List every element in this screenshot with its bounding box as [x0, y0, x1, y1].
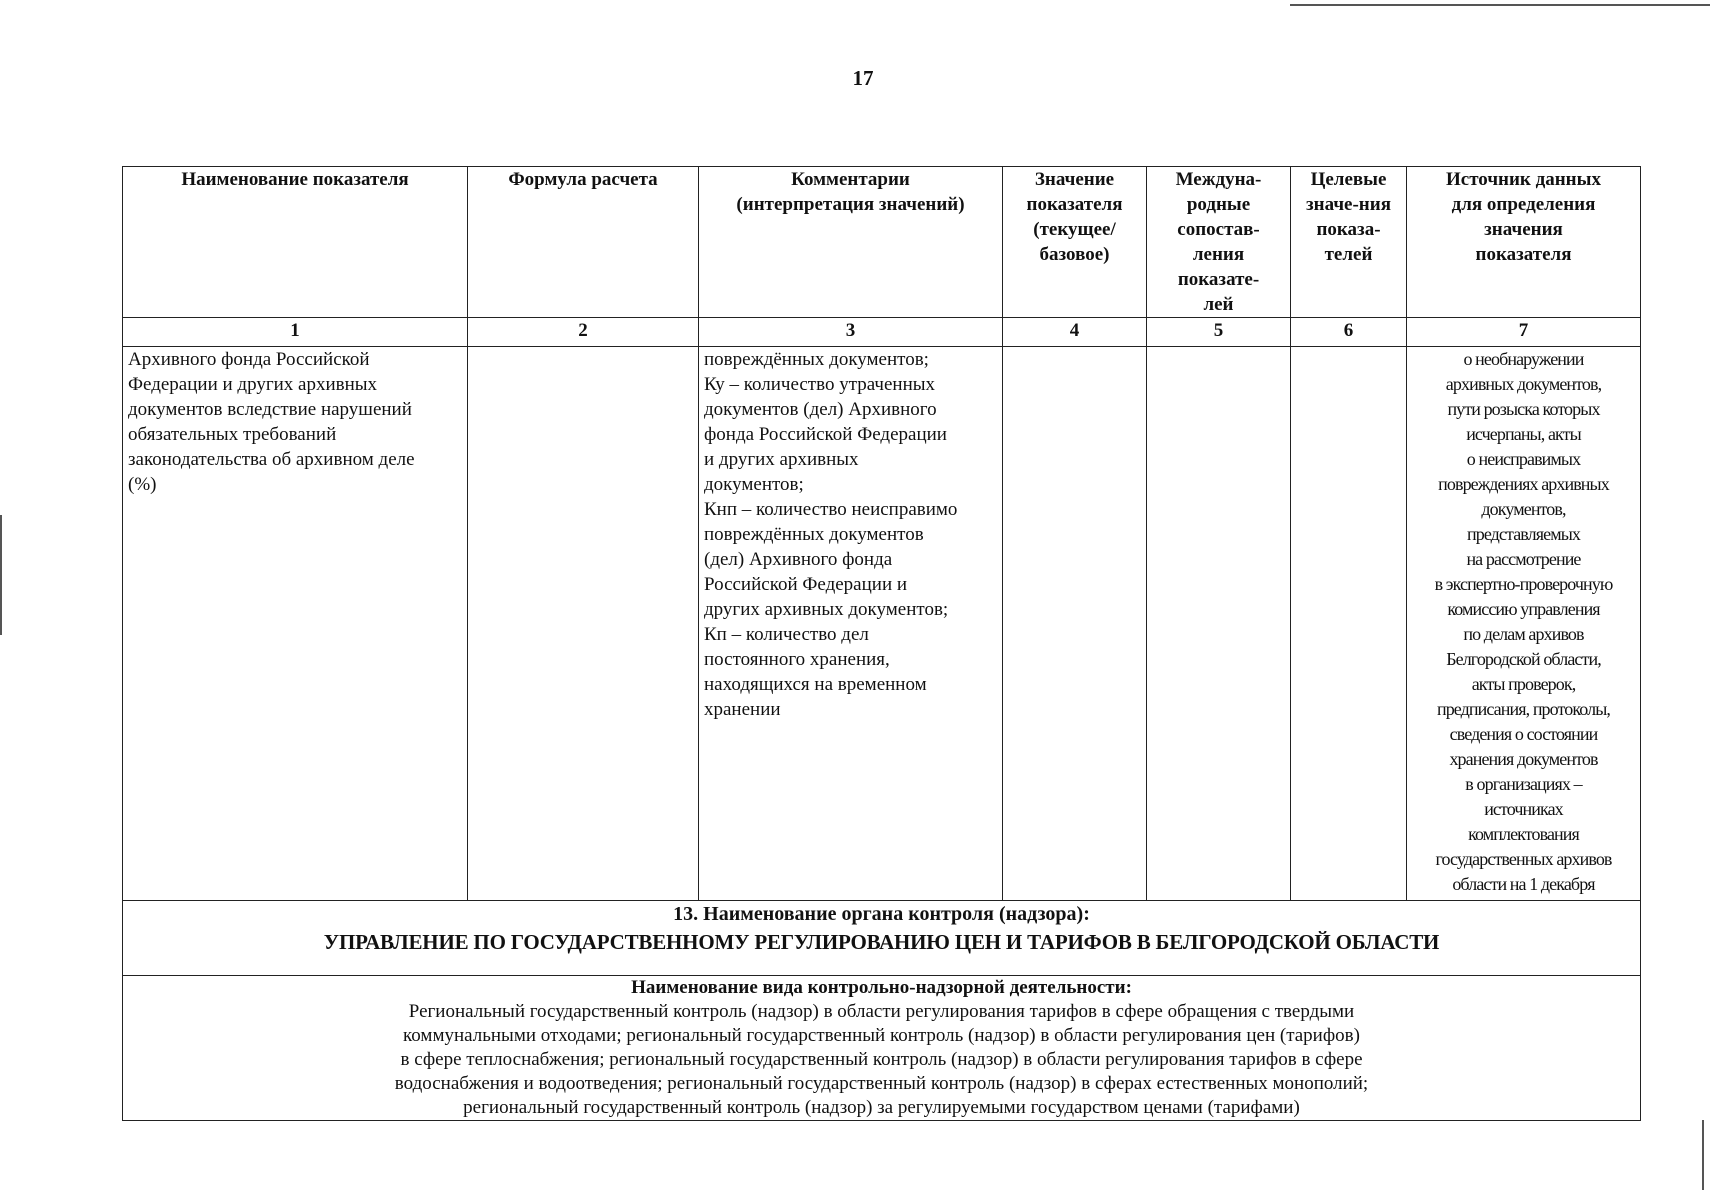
- value-cell: [1003, 347, 1147, 901]
- international-cell: [1147, 347, 1291, 901]
- header-comments: Комментарии (интерпретация значений): [699, 167, 1003, 318]
- column-number: 1: [123, 318, 468, 347]
- control-body-title: 13. Наименование органа контроля (надзора):: [673, 903, 1090, 925]
- source-cell: о необнаружении архивных документов, пути розыска которых исчерпаны, акты о неисправимых повреждениях архивных документов, представляемых на рассмотрение в экспертно-проверочную комиссию управления по делам архивов Белгородской области, акты проверок, предписания, протоколы, сведения о состоянии хранения документов в организациях – источниках комплектования государственных архивов области на 1 декабря: [1407, 347, 1641, 901]
- activity-description: Региональный государственный контроль (надзор) в области регулирования тарифов в сфере обращения с твердыми коммунальными отходами; региональный государственный контроль (надзор) в области регулирования цен (тарифов) в сфере теплоснабжения; региональный государственный контроль (надзор) в области регулирования тарифов в сфере водоснабжения и водоотведения; региональный государственный контроль (надзор) в сферах естественных монополий; региональный государственный контроль (надзор) за регулируемыми государством ценами (тарифами): [394, 1001, 1369, 1118]
- table-row: [123, 347, 1641, 901]
- column-number: 6: [1291, 318, 1407, 347]
- header-target: Целевые значе-ния показа- телей: [1291, 167, 1407, 318]
- page-number: 17: [852, 66, 874, 90]
- control-body-name: УПРАВЛЕНИЕ ПО ГОСУДАРСТВЕННОМУ РЕГУЛИРОВАНИЮ ЦЕН И ТАРИФОВ В БЕЛГОРОДСКОЙ ОБЛАСТИ: [323, 930, 1440, 954]
- formula-cell: [468, 347, 699, 901]
- column-number: 4: [1003, 318, 1147, 347]
- control-body-cell: [123, 901, 1641, 976]
- scan-edge-right: [1702, 1120, 1704, 1190]
- activity-cell: [123, 976, 1641, 1121]
- header-source: Источник данных для определения значения показателя: [1407, 167, 1641, 318]
- scan-edge-left: [0, 515, 2, 635]
- control-body-row: [123, 901, 1641, 976]
- indicator-name-cell: Архивного фонда Российской Федерации и других архивных документов вследствие нарушений обязательных требований законодательства об архивном деле (%): [123, 347, 468, 901]
- column-number-row: [123, 318, 1641, 347]
- header-international: Междуна- родные сопостав- ления показате- лей: [1147, 167, 1291, 318]
- column-number: 3: [699, 318, 1003, 347]
- activity-row: [123, 976, 1641, 1121]
- comments-cell: повреждённых документов; Ку – количество утраченных документов (дел) Архивного фонда Российской Федерации и других архивных документов; Кнп – количество неисправимо повреждённых документов (дел) Архивного фонда Российской Федерации и других архивных документов; Кп – количество дел постоянного хранения, находящихся на временном хранении: [699, 347, 1003, 901]
- scan-edge-top: [1290, 4, 1710, 6]
- activity-title: Наименование вида контрольно-надзорной деятельности:: [631, 977, 1132, 998]
- indicator-table: [122, 166, 1641, 1121]
- column-number: 2: [468, 318, 699, 347]
- header-indicator-name: Наименование показателя: [123, 167, 468, 318]
- header-formula: Формула расчета: [468, 167, 699, 318]
- target-cell: [1291, 347, 1407, 901]
- column-number: 7: [1407, 318, 1641, 347]
- header-value: Значение показателя (текущее/ базовое): [1003, 167, 1147, 318]
- column-number: 5: [1147, 318, 1291, 347]
- header-row: [123, 167, 1641, 318]
